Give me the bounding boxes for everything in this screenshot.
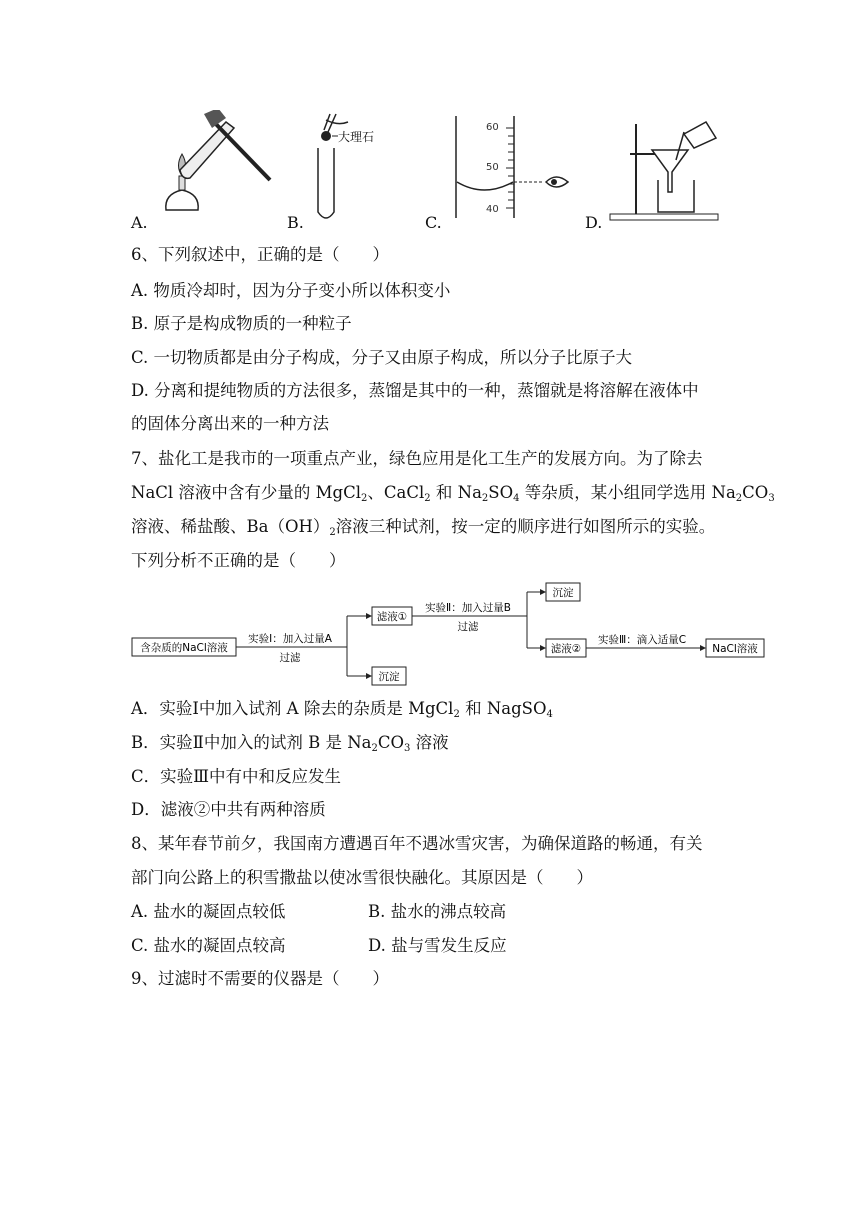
q8-option-d: D. 盐与雪发生反应 [368,936,507,955]
figure-c-letter: C. [425,213,442,232]
flow-step2-bottom: 过滤 [457,621,479,633]
q8-option-c: C. 盐水的凝固点较高 [131,936,286,955]
figure-a-heating-tube [160,110,280,220]
test-tube-icon [318,148,334,218]
q7-option-a: A．实验Ⅰ中加入试剂 A 除去的杂质是 MgCl$_2$ 和 NagSO$_4$ [131,699,553,720]
figure-b-letter: B. [287,213,304,232]
beaker-icon [658,180,694,212]
q8-option-a: A. 盐水的凝固点较低 [131,902,286,921]
tick-60: 60 [486,122,499,133]
figure-a-letter: A. [131,213,148,232]
figure-d-filtration [606,118,726,224]
marble-label: 大理石 [338,130,375,144]
tick-40: 40 [486,204,499,215]
q7-stem-line3: 溶液、稀盐酸、$Ba(OH)_2$溶液三种试剂，按一定的顺序进行如图所示的实验。 [131,517,716,538]
q6-option-d-line2: 的固体分离出来的一种方法 [131,414,329,433]
q9-stem: 9、过滤时不需要的仪器是（ ） [131,969,389,988]
test-tube-icon [180,122,234,178]
q7-option-c: C．实验Ⅲ中有中和反应发生 [131,767,342,786]
flow-filtrate1: 滤液① [376,611,408,623]
tick-50: 50 [486,162,499,173]
pouring-beaker-icon [684,122,716,148]
flow-precip1: 沉淀 [378,671,400,683]
q6-option-d-line1: D. 分离和提纯物质的方法很多，蒸馏是其中的一种，蒸馏就是将溶解在液体中 [131,381,699,400]
eye-icon [546,177,568,187]
q7-stem-line4: 下列分析不正确的是（ ） [131,551,346,570]
figure-d-letter: D. [585,213,603,232]
q8-stem-line2: 部门向公路上的积雪撒盐以使冰雪很快融化。其原因是（ ） [131,868,593,887]
flow-step1-bottom: 过滤 [279,652,301,664]
q6-option-c: C. 一切物质都是由分子构成，分子又由原子构成，所以分子比原子大 [131,348,633,367]
q6-stem: 6、下列叙述中，正确的是（ ） [131,245,389,264]
q7-option-d: D．滤液②中共有两种溶质 [131,800,326,819]
figure-b-marble-tube [308,112,418,224]
cylinder-icon [456,116,514,218]
flow-filtrate2: 滤液② [550,643,582,655]
q7-stem-line1: 7、盐化工是我市的一项重点产业，绿色应用是化工生产的发展方向。为了除去 [131,449,703,468]
figure-c-cylinder-reading [448,114,578,222]
q6-option-a: A. 物质冷却时，因为分子变小所以体积变小 [131,281,451,300]
q8-option-b: B. 盐水的沸点较高 [368,902,507,921]
flow-end: NaCl溶液 [712,643,758,655]
q7-stem-line2: NaCl 溶液中含有少量的 MgCl$_2$、CaCl$_2$ 和 $Na_2SO_4$ 等杂质，某小组同学选用 $Na_2CO_3$ [131,483,775,504]
flow-start-label: 含杂质的NaCl溶液 [140,642,228,654]
q7-flow-diagram [130,578,770,690]
flow-step2-top: 实验Ⅱ：加入过量B [425,602,511,614]
q8-stem-line1: 8、某年春节前夕，我国南方遭遇百年不遇冰雪灾害，为确保道路的畅通，有关 [131,834,703,853]
flow-step1-top: 实验Ⅰ：加入过量A [248,633,332,645]
q6-option-b: B. 原子是构成物质的一种粒子 [131,314,352,333]
flow-precip2: 沉淀 [552,587,574,599]
flow-step3: 实验Ⅲ：滴入适量C [597,634,687,646]
q7-option-b: B．实验Ⅱ中加入的试剂 B 是 $Na_2CO_3$ 溶液 [131,733,449,754]
meniscus [457,182,513,190]
marble-icon [321,131,331,141]
